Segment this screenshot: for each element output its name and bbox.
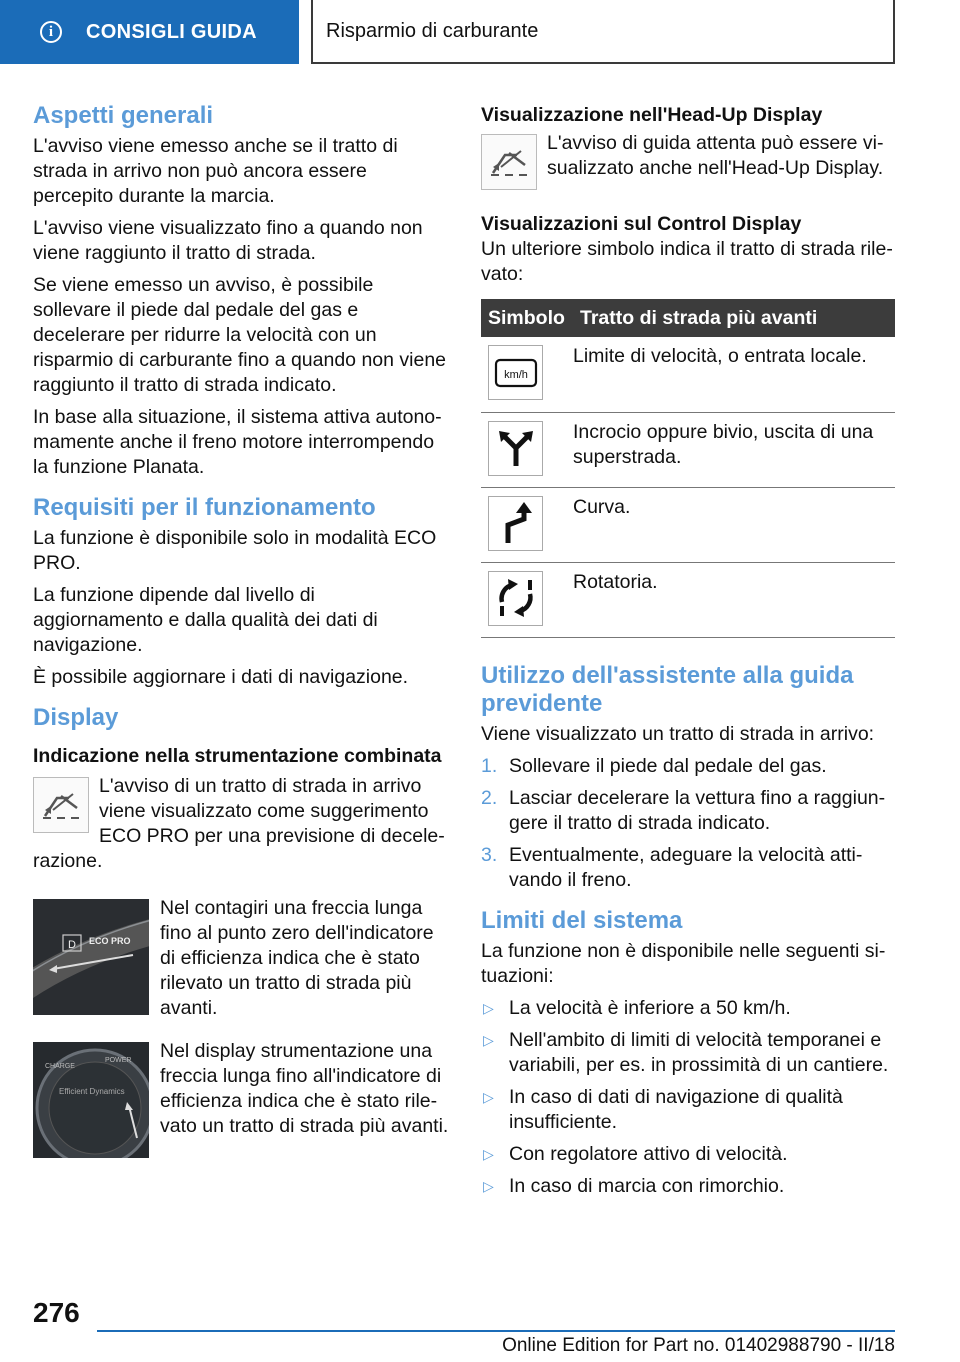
symbol-table [481,299,895,638]
power-label: POWER [105,1057,132,1064]
paragraph: L'avviso viene visualizzato fino a quando non viene raggiunto il tratto di strada. [33,217,423,264]
table-header-symbol: Simbolo [481,299,573,337]
bullet-triangle-icon: ▷ [483,1031,494,1048]
efficient-dynamics-label: Efficient Dynamics [59,1087,125,1096]
instrument-display-block [33,1039,449,1158]
list-item: ▷ In caso di marcia con rimorchio. [483,1174,785,1197]
junction-icon [488,421,543,476]
heading-hud: Visualizzazione nell'Head-Up Display [481,104,823,126]
paragraph: Se viene emesso un avviso, è possibile sollevare il piede dal pedale del gas e decelerare per ridurre la velocità con un risparmio di carburante fino a quando non viene raggiunto il tratto di strada indicato. [33,274,447,396]
table-header-road-section: Tratto di strada più avanti [573,299,895,337]
curve-icon [488,496,543,551]
list-item: ▷ In caso di dati di navigazione di qualità insufficiente. [483,1085,843,1133]
speed-limit-icon [488,345,543,400]
info-icon: i [40,21,62,43]
left-column [33,102,449,1158]
heading-requirements: Requisiti per il funzionamento [33,494,376,521]
paragraph: L'avviso viene emesso anche se il tratto di strada in arrivo non può ancora essere percepito durante la marcia. [33,135,398,207]
bullet-triangle-icon: ▷ [483,1088,494,1105]
heading-usage: Utilizzo dell'assistente alla guida previdente [481,661,854,717]
edition-note: Online Edition for Part no. 01402988790 - II/18 [502,1335,895,1356]
table-cell: Curva. [573,487,895,562]
table-row [481,412,895,487]
list-item: ▷ La velocità è inferiore a 50 km/h. [483,996,791,1019]
speed-limit-label: km/h [503,368,528,381]
list-item: ▷ Nell'ambito di limiti di velocità temporanei e variabili, per es. in prossimità di un cantiere. [483,1028,889,1076]
right-column [481,103,895,1206]
table-cell: Limite di velocità, o entrata locale. [573,337,895,412]
hud-block [481,131,895,190]
instrument-display-photo [33,1042,149,1158]
table-row [481,487,895,562]
usage-steps [481,754,895,893]
instrument-warning-text: L'avviso di un tratto di strada in arrivo viene visualizzato come suggerimento ECO PRO per una previsione di decelerazione. [33,775,445,872]
table-header-row [481,299,895,337]
paragraph: La funzione è disponibile solo in modalità ECO PRO. [33,527,437,574]
section-title: Risparmio di carburante [326,19,539,42]
usage-intro: Viene visualizzato un tratto di strada in arrivo: [481,722,875,745]
list-item: 1. Sollevare il piede dal pedale del gas. [481,754,827,777]
heading-display: Display [33,704,119,731]
eco-pro-label: ECO PRO [89,936,131,946]
list-item: 3. Eventualmente, adeguare la velocità attivando il freno. [481,843,863,891]
section-header [311,0,895,64]
bullet-triangle-icon: ▷ [483,1145,494,1162]
paragraph: È possibile aggiornare i dati di navigazione. [33,666,409,688]
table-cell: Incrocio oppure bivio, uscita di una superstrada. [573,412,895,487]
heading-instrument-cluster: Indicazione nella strumentazione combinata [33,745,442,767]
heading-general: Aspetti generali [33,102,214,129]
roundabout-icon [488,571,543,626]
control-display-text: Un ulteriore simbolo indica il tratto di strada rilevato: [481,238,893,285]
instrument-display-text: Nel display strumentazione una freccia lunga fino all'indicatore di efficienza indica che è stato rilevato un tratto di strada più avanti. [160,1040,449,1137]
tachometer-photo [33,899,149,1015]
heading-system-limits: Limiti del sistema [481,906,683,934]
heading-control-display: Visualizzazioni sul Control Display [481,213,802,235]
list-item: 2. Lasciar decelerare la vettura fino a raggiungere il tratto di strada indicato. [481,786,886,834]
hud-warning-icon [481,134,537,190]
hud-text: L'avviso di guida attenta può essere visualizzato anche nell'Head-Up Display. [547,132,884,179]
page-number: 276 [33,1297,80,1328]
tachometer-block [33,896,449,1021]
eco-pro-warning-icon [33,777,89,833]
chapter-title: CONSIGLI GUIDA [86,20,257,43]
bullet-triangle-icon: ▷ [483,999,494,1016]
charge-label: CHARGE [45,1063,75,1070]
table-row [481,562,895,637]
table-cell: Rotatoria. [573,562,895,637]
list-item: ▷ Con regolatore attivo di velocità. [483,1142,788,1165]
gear-label: D [68,939,76,951]
chapter-tab [0,0,299,64]
bullet-triangle-icon: ▷ [483,1177,494,1194]
table-row [481,337,895,412]
footer-divider [97,1330,895,1332]
instrument-warning-block [33,774,449,874]
limits-list [481,996,895,1199]
tachometer-text: Nel contagiri una freccia lunga fino al punto zero dell'indicatore di efficienza indica che è stato rilevato un tratto di strada più avanti. [160,897,434,1019]
paragraph: In base alla situazione, il sistema attiva autonomamente anche il freno motore interrompendo la funzione Planata. [33,406,442,478]
paragraph: La funzione dipende dal livello di aggiornamento e dalla qualità dei dati di navigazione. [33,584,378,656]
limits-intro: La funzione non è disponibile nelle seguenti situazioni: [481,939,886,987]
